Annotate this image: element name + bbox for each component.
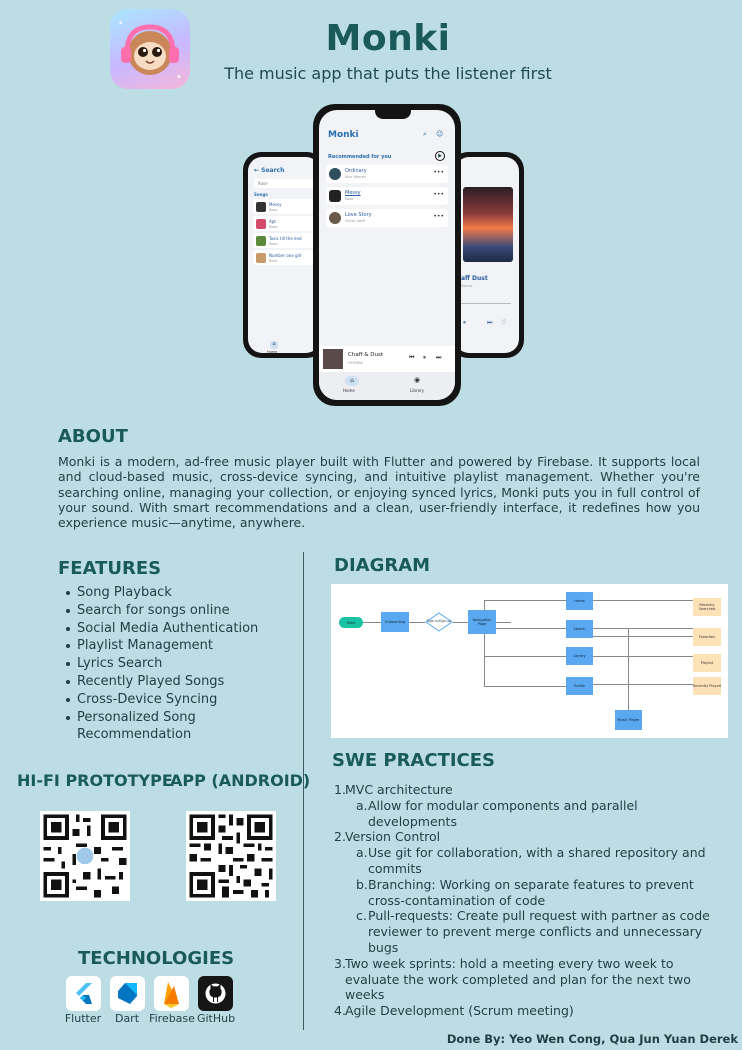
nav-home-label: Home bbox=[343, 388, 355, 393]
app-name: Monki bbox=[328, 130, 359, 140]
swe-heading: SWE PRACTICES bbox=[332, 750, 496, 771]
github-icon bbox=[198, 976, 233, 1011]
list-item: a. Allow for modular components and parallel developments bbox=[356, 797, 638, 829]
list-item: Song Playback bbox=[66, 584, 258, 602]
recommended-label: Recommended for you bbox=[328, 154, 392, 160]
technologies-heading: TECHNOLOGIES bbox=[78, 948, 235, 969]
column-divider bbox=[303, 552, 304, 1030]
search-input[interactable]: Rose bbox=[254, 179, 320, 188]
list-item: Playlist Management bbox=[66, 637, 258, 655]
diagram-library: Library bbox=[566, 647, 593, 665]
diagram-signin: Sign-in/Sign-up bbox=[425, 612, 453, 632]
diagram-profile: Profile bbox=[566, 677, 593, 695]
dart-label: Dart bbox=[114, 1012, 140, 1025]
list-item: 1. MVC architecture bbox=[334, 782, 453, 797]
page-title: Monki bbox=[325, 18, 451, 59]
pause-icon[interactable]: ⏸ bbox=[423, 354, 427, 361]
diagram-playlist: Playlist bbox=[693, 654, 721, 672]
flutter-icon bbox=[66, 976, 101, 1011]
now-playing-artist: Nanna bbox=[461, 284, 473, 288]
list-item: 2. Version Control bbox=[334, 829, 441, 845]
svg-text:✦: ✦ bbox=[176, 73, 182, 81]
progress-bar[interactable] bbox=[455, 303, 511, 304]
pause-icon[interactable]: ⏸ bbox=[463, 319, 467, 326]
features-list bbox=[66, 584, 258, 744]
about-text: Monki is a modern, ad-free music player built with Flutter and powered by Firebase. It supports local and cloud-based music, cross-device syncing, and intuitive playlist management. Whether you're searching online, managing your collection, or enjoying synced lyrics, Monki puts you in full control of your sound. With smart recommendations and a clean, user-friendly interface, it redefines how you experience music—anytime, anywhere. bbox=[58, 454, 700, 531]
more-icon: ••• bbox=[433, 169, 444, 176]
mini-player-title: Chaff & Dust bbox=[348, 352, 384, 358]
features-heading: FEATURES bbox=[58, 558, 162, 579]
diagram-home: Home bbox=[566, 592, 593, 610]
now-playing-title: aff Dust bbox=[461, 275, 488, 282]
flow-diagram bbox=[331, 584, 728, 738]
list-item: c. Pull-requests: Create pull request with partner as code reviewer to prevent merge conflicts and unnecessary bugs bbox=[356, 908, 710, 955]
phone-notch bbox=[375, 110, 411, 119]
mini-player-artist: HYONNA bbox=[348, 361, 363, 365]
firebase-label: Firebase bbox=[149, 1012, 195, 1025]
next-icon[interactable]: ⏭ bbox=[436, 354, 442, 361]
diagram-start: Start bbox=[339, 617, 363, 628]
list-item: Social Media Authentication bbox=[66, 620, 258, 638]
list-item[interactable]: Toxic till the end Rose bbox=[253, 233, 320, 248]
app-android-heading: APP (ANDROID) bbox=[170, 771, 311, 790]
mini-player-art bbox=[323, 349, 343, 369]
album-art bbox=[463, 187, 513, 262]
diagram-favorites: Favorites bbox=[693, 628, 721, 646]
dart-icon bbox=[110, 976, 145, 1011]
list-item[interactable]: Messy Rose ••• bbox=[326, 187, 448, 205]
list-item: Personalized Song Recommendation bbox=[66, 709, 246, 745]
more-icon: ••• bbox=[433, 191, 444, 198]
prev-icon[interactable]: ⏮ bbox=[409, 354, 415, 361]
swe-list bbox=[334, 782, 729, 1019]
list-item: 4. Agile Development (Scrum meeting) bbox=[334, 1003, 574, 1019]
list-item: a. Use git for collaboration, with a shared repository and commits bbox=[356, 845, 706, 876]
home-icon[interactable]: ⌂ bbox=[345, 376, 359, 386]
profile-icon[interactable]: ☺ bbox=[436, 130, 444, 138]
play-all-icon[interactable]: ▶ bbox=[435, 151, 445, 161]
diagram-player: Music Player bbox=[615, 710, 642, 730]
list-item[interactable]: Love Story Taylor Swift ••• bbox=[326, 209, 448, 227]
list-item: Search for songs online bbox=[66, 602, 258, 620]
list-item[interactable]: Messy Rose bbox=[253, 199, 320, 214]
hifi-prototype-qr[interactable] bbox=[40, 811, 130, 901]
app-android-qr[interactable] bbox=[186, 811, 276, 901]
svg-text:✦: ✦ bbox=[118, 20, 124, 27]
diagram-search: Search bbox=[566, 620, 593, 638]
list-item: Recently Played Songs bbox=[66, 673, 258, 691]
diagram-nav: Navigation Page bbox=[468, 610, 496, 634]
list-item[interactable]: Number one girl Rose bbox=[253, 250, 320, 265]
search-icon[interactable]: ⌕ bbox=[423, 130, 427, 138]
diagram-recently-played: Recently Played bbox=[693, 677, 721, 695]
library-icon[interactable]: ◉ bbox=[414, 376, 421, 384]
diagram-onboarding: Onboarding bbox=[381, 612, 409, 632]
flutter-label: Flutter bbox=[64, 1012, 102, 1025]
songs-section-label: Songs bbox=[254, 192, 268, 197]
nav-library-label: Library bbox=[410, 388, 424, 393]
more-icon: ••• bbox=[433, 213, 444, 220]
list-item: Cross-Device Syncing bbox=[66, 691, 258, 709]
search-back-title: ← Search bbox=[254, 167, 285, 174]
list-item: Lyrics Search bbox=[66, 655, 258, 673]
hifi-prototype-heading: HI-FI PROTOTYPE bbox=[17, 771, 173, 790]
github-label: GitHub bbox=[196, 1012, 236, 1025]
page-subtitle: The music app that puts the listener first bbox=[224, 64, 552, 83]
next-icon[interactable]: ⏭ bbox=[487, 319, 493, 326]
about-heading: ABOUT bbox=[58, 426, 128, 447]
phone-home-screen bbox=[313, 104, 461, 406]
home-icon[interactable]: ⌂ bbox=[270, 341, 278, 349]
diagram-heading: DIAGRAM bbox=[334, 555, 431, 576]
mini-player[interactable] bbox=[319, 346, 455, 372]
list-item: b. Branching: Working on separate features to prevent cross-contamination of code bbox=[356, 876, 694, 908]
list-item[interactable]: Apt Rose bbox=[253, 216, 320, 231]
list-item[interactable]: Ordinary Alex Warren ••• bbox=[326, 165, 448, 183]
phone-player-screen bbox=[450, 152, 524, 358]
bottom-nav bbox=[319, 372, 455, 400]
credits: Done By: Yeo Wen Cong, Qua Jun Yuan Derek bbox=[446, 1032, 738, 1046]
nav-home-label: Home bbox=[267, 350, 278, 353]
firebase-icon bbox=[154, 976, 189, 1011]
heart-icon[interactable]: ♡ bbox=[501, 319, 507, 326]
diagram-recent-searched: Recently Searched bbox=[693, 598, 721, 616]
list-item: 3. Two week sprints: hold a meeting every two week to evaluate the work completed and plan for the next two weeks bbox=[334, 955, 691, 1003]
